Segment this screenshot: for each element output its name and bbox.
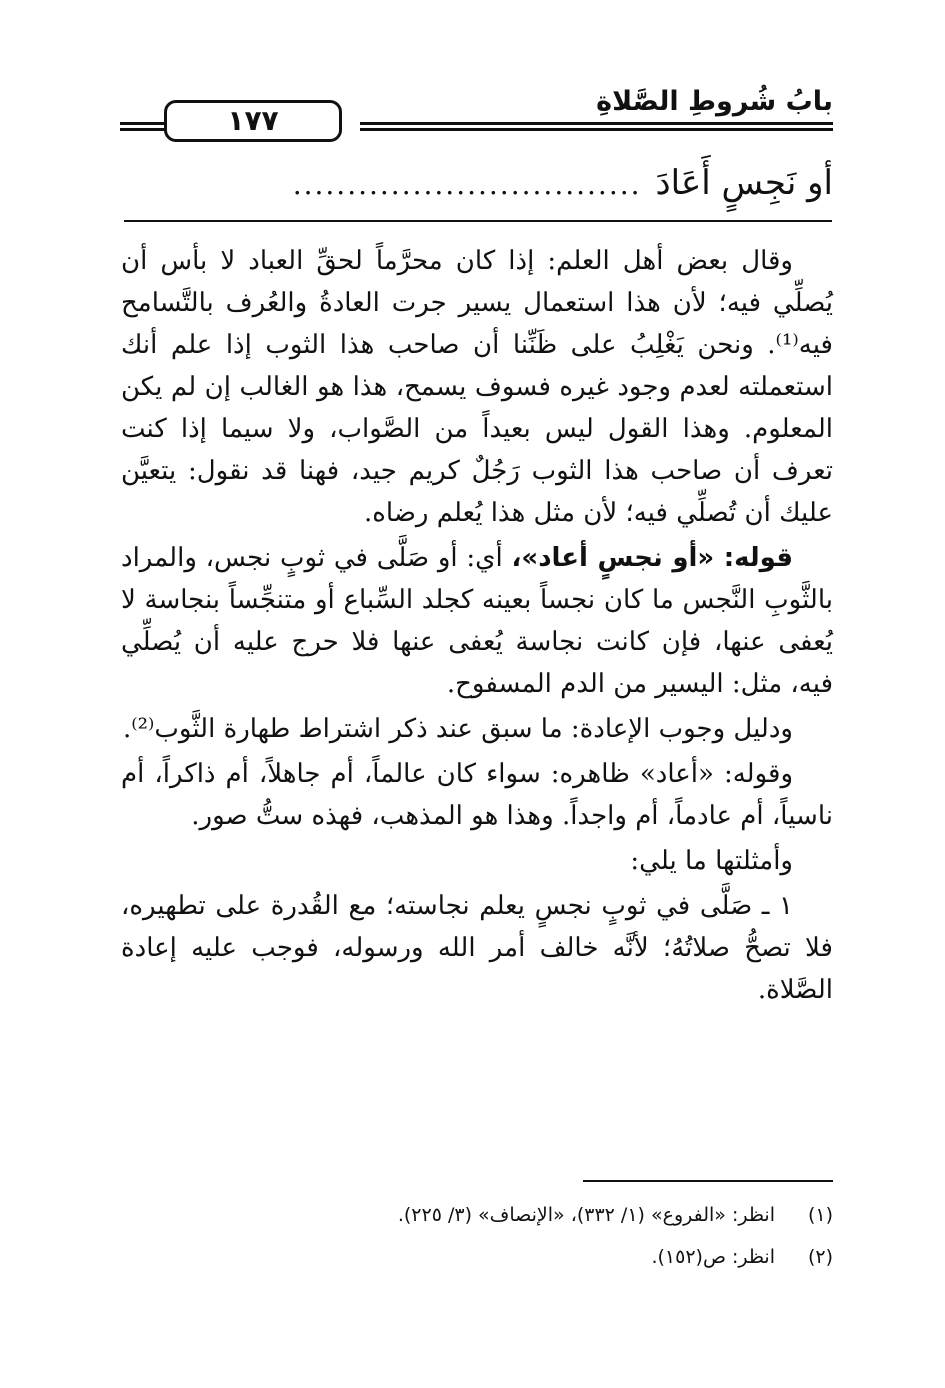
page-number: ١٧٧	[164, 100, 342, 142]
matn-divider	[124, 220, 832, 222]
paragraph-3: ودليل وجوب الإعادة: ما سبق عند ذكر اشتراط طهارة الثَّوب⁽²⁾.	[122, 714, 793, 744]
paragraph-4: وقوله: «أعاد» ظاهره: سواء كان عالماً، أم جاهلاً، أم ذاكراً، أم ناسياً، أم عادماً، أم واجداً. وهذا هو المذهب، فهذه ستُّ صور.	[121, 759, 833, 831]
paragraph-1: وقال بعض أهل العلم: إذا كان محرَّماً لحقِّ العباد لا بأس أن يُصلِّي فيه؛ لأن هذا استعمال يسير جرت العادةُ والعُرف بالتَّسامح فيه⁽¹⁾. ونحن يَغْلِبُ على ظَنِّنا أن صاحب هذا الثوب إذا علم أنك استعملته لعدم وجود غيره فسوف يسمح، هذا هو الغالب إن لم يكن المعلوم. وهذا القول ليس بعيداً من الصَّواب، ولا سيما إذا كنت تعرف أن صاحب هذا الثوب رَجُلٌ كريم جيد، فهنا قد نقول: يتعيَّن عليك أن تُصلِّي فيه؛ لأن مثل هذا يُعلم رضاه.	[121, 246, 833, 528]
running-header	[120, 82, 833, 152]
header-rule-right	[360, 122, 833, 131]
footnote-text: انظر: «الفروع» (١/ ٣٣٢)، «الإنصاف» (٣/ ٢٢٥).	[397, 1204, 775, 1226]
matn-text: أو نَجِسٍ أَعَادَ	[655, 163, 833, 203]
quote-head: قوله: «أو نجسٍ أعاد»،	[511, 543, 793, 573]
footnote-number: (١)	[807, 1204, 833, 1226]
footnote-1	[121, 1194, 833, 1236]
matn-dots: ................................	[292, 168, 642, 201]
header-rule-left	[120, 122, 164, 131]
footnotes	[121, 1194, 833, 1278]
footnote-number: (٢)	[807, 1246, 833, 1268]
paragraph-2-text: أي: أو صَلَّى في ثوبٍ نجس، والمراد بالثَّوبِ النَّجس ما كان نجساً بعينه كجلد السِّباع أو متنجِّساً بنجاسة لا يُعفى عنها، فإن كانت نجاسة يُعفى عنها فلا حرج عليه أن يُصلِّي فيه، مثل: اليسير من الدم المسفوح.	[121, 543, 833, 699]
footnote-text: انظر: ص(١٥٢).	[651, 1246, 775, 1268]
paragraph-6: ١ ـ صَلَّى في ثوبٍ نجسٍ يعلم نجاسته؛ مع القُدرة على تطهيره، فلا تصحُّ صلاتُهُ؛ لأنَّه خالف أمر الله ورسوله، فوجب عليه إعادة الصَّلاة.	[121, 891, 833, 1005]
paragraph-5: وأمثلتها ما يلي:	[630, 846, 793, 876]
chapter-title: بابُ شُروطِ الصَّلاةِ	[596, 86, 833, 117]
footnote-2	[121, 1236, 833, 1278]
body-text	[121, 240, 833, 1014]
paragraph-2	[121, 537, 833, 705]
matn-line	[113, 155, 833, 213]
footnote-divider	[583, 1180, 833, 1182]
